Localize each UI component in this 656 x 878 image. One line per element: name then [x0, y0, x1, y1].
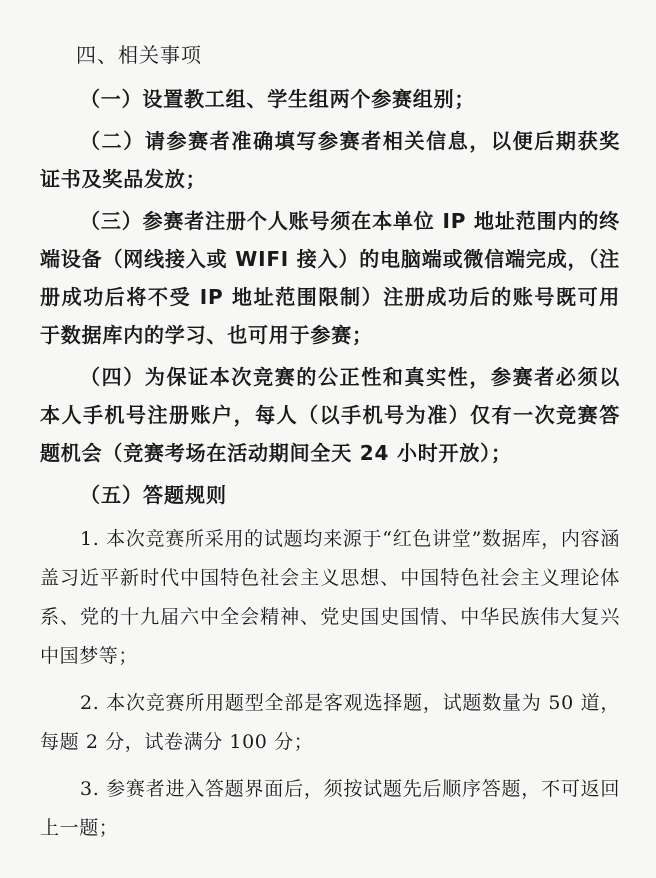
item-2: （二）请参赛者准确填写参赛者相关信息，以便后期获奖证书及奖品发放；	[40, 129, 620, 191]
section-title: 四、相关事项	[76, 43, 202, 67]
rule-1: 1. 本次竞赛所采用的试题均来源于“红色讲堂”数据库，内容涵盖习近平新时代中国特色社会主义思想、中国特色社会主义理论体系、党的十九届六中全会精神、党史国史国情、中华民族伟大复兴中国梦等；	[40, 528, 620, 667]
item-1: （一）设置教工组、学生组两个参赛组别；	[80, 87, 476, 111]
item-4: （四）为保证本次竞赛的公正性和真实性，参赛者必须以本人手机号注册账户，每人（以手机号为准）仅有一次竞赛答题机会（竞赛考场在活动期间全天 24 小时开放）；	[40, 365, 620, 465]
rule-2: 2. 本次竞赛所用题型全部是客观选择题，试题数量为 50 道，每题 2 分，试卷满分 100 分；	[40, 692, 620, 753]
rules-heading: （五）答题规则	[80, 483, 227, 507]
item-3: （三）参赛者注册个人账号须在本单位 IP 地址范围内的终端设备（网线接入或 WIFI 接入）的电脑端或微信端完成，（注册成功后将不受 IP 地址范围限制）注册成功后的账号既可用于数据库内的学习、也可用于参赛；	[40, 209, 620, 347]
rule-3: 3. 参赛者进入答题界面后，须按试题先后顺序答题，不可返回上一题；	[40, 778, 620, 839]
